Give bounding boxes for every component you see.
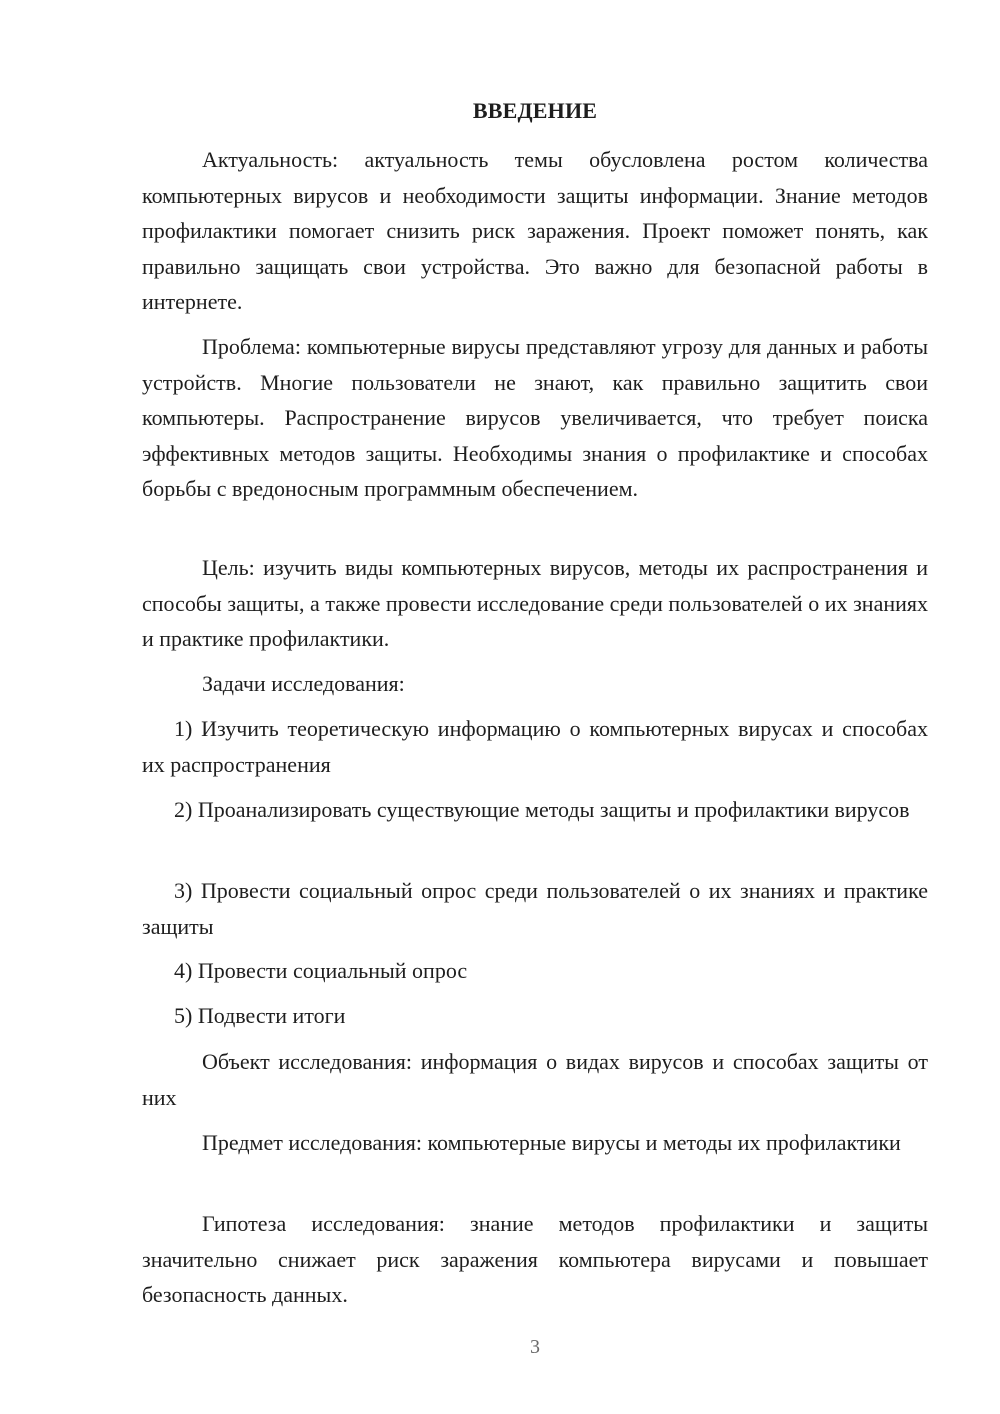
task-item-5: 5) Подвести итоги [174, 1003, 346, 1028]
page-number: 3 [530, 1336, 540, 1358]
task-item-4: 4) Провести социальный опрос [174, 958, 468, 983]
document-page [142, 0, 928, 1414]
subject-paragraph: Предмет исследования: компьютерные вирусы и методы их профилактики [202, 1130, 901, 1155]
tasks-heading: Задачи исследования: [202, 671, 405, 696]
hypothesis-paragraph: Гипотеза исследования: знание методов профилактики и защиты значительно снижает риск заражения компьютера вирусами и повышает безопасность данных. [142, 1211, 928, 1307]
section-title: ВВЕДЕНИЕ [472, 98, 598, 123]
task-item-2: 2) Проанализировать существующие методы защиты и профилактики вирусов [174, 797, 910, 822]
task-item-1: 1) Изучить теоретическую информацию о компьютерных вирусах и способах их распространения [142, 716, 928, 777]
goal-paragraph: Цель: изучить виды компьютерных вирусов, методы их распространения и способы защиты, а также провести исследование среди пользователей о их знаниях и практике профилактики. [142, 555, 928, 651]
problem-paragraph: Проблема: компьютерные вирусы представляют угрозу для данных и работы устройств. Многие пользователи не знают, как правильно защитить свои компьютеры. Распространение вирусов увеличивается, что требует поиска эффективных методов защиты. Необходимы знания о профилактике и способах борьбы с вредоносным программным обеспечением. [142, 334, 928, 501]
relevance-paragraph: Актуальность: актуальность темы обусловлена ростом количества компьютерных вирусов и необходимости защиты информации. Знание методов профилактики помогает снизить риск заражения. Проект поможет понять, как правильно защищать свои устройства. Это важно для безопасной работы в интернете. [142, 147, 928, 314]
task-item-3: 3) Провести социальный опрос среди пользователей о их знаниях и практике защиты [142, 878, 928, 939]
object-paragraph: Объект исследования: информация о видах вирусов и способах защиты от них [142, 1049, 928, 1110]
